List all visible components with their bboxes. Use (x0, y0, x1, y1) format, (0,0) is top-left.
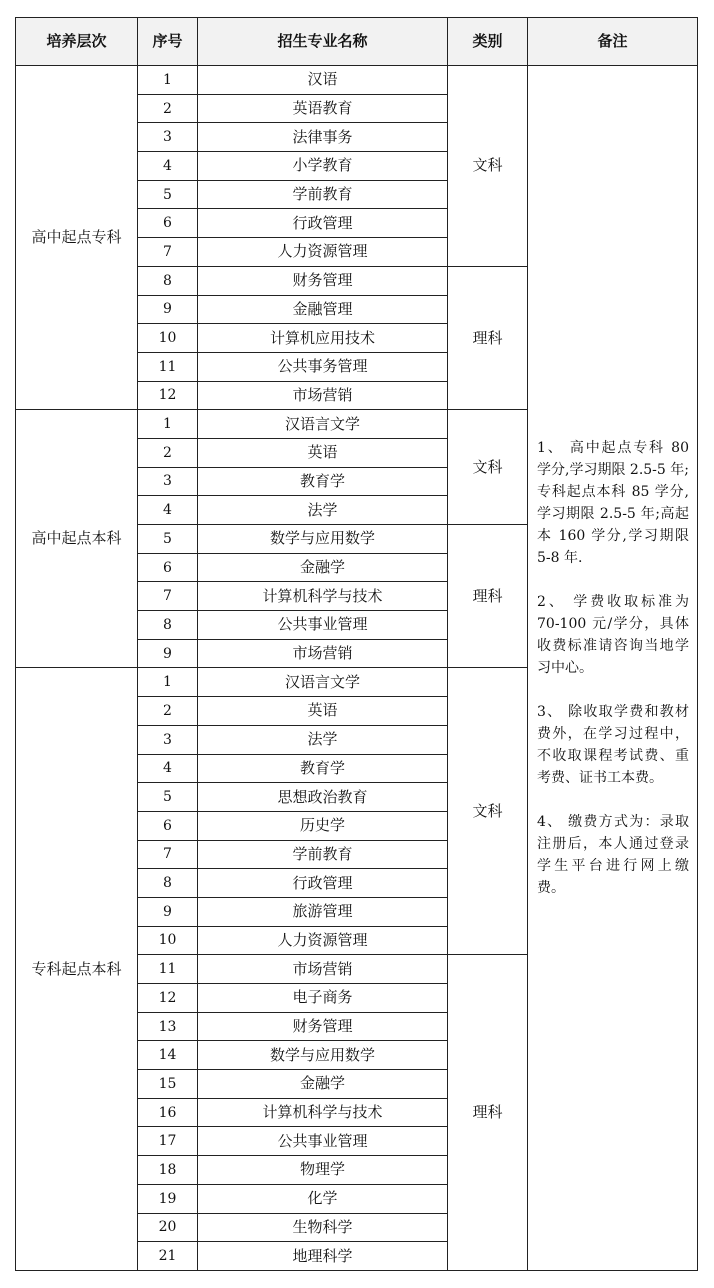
row-number: 7 (138, 582, 198, 611)
row-number: 2 (138, 438, 198, 467)
major-name: 计算机科学与技术 (198, 582, 448, 611)
major-name: 汉语言文学 (198, 668, 448, 697)
row-number: 20 (138, 1213, 198, 1242)
category-cell: 理科 (448, 525, 528, 668)
category-cell: 文科 (448, 66, 528, 267)
major-name: 数学与应用数学 (198, 525, 448, 554)
major-name: 历史学 (198, 811, 448, 840)
row-number: 12 (138, 984, 198, 1013)
row-number: 14 (138, 1041, 198, 1070)
major-name: 计算机科学与技术 (198, 1098, 448, 1127)
row-number: 5 (138, 180, 198, 209)
row-number: 7 (138, 238, 198, 267)
major-name: 化学 (198, 1184, 448, 1213)
header-row (16, 18, 698, 66)
major-name: 金融管理 (198, 295, 448, 324)
notes-cell (528, 66, 698, 1271)
row-number: 8 (138, 611, 198, 640)
major-name: 汉语 (198, 66, 448, 95)
row-number: 19 (138, 1184, 198, 1213)
note-paragraph: 4、 缴费方式为：录取注册后，本人通过登录学生平台进行网上缴费。 (537, 813, 689, 896)
major-name: 教育学 (198, 467, 448, 496)
major-name: 财务管理 (198, 1012, 448, 1041)
level-cell: 专科起点本科 (16, 668, 138, 1270)
major-name: 地理科学 (198, 1242, 448, 1271)
row-number: 17 (138, 1127, 198, 1156)
row-number: 6 (138, 811, 198, 840)
note-paragraph: 3、 除收取学费和教材费外，在学习过程中，不收取课程考试费、重考费、证书工本费。 (537, 703, 689, 786)
row-number: 3 (138, 123, 198, 152)
major-name: 英语教育 (198, 94, 448, 123)
row-number: 21 (138, 1242, 198, 1271)
major-name: 市场营销 (198, 955, 448, 984)
major-name: 法律事务 (198, 123, 448, 152)
row-number: 11 (138, 955, 198, 984)
row-number: 9 (138, 295, 198, 324)
row-number: 7 (138, 840, 198, 869)
major-name: 公共事务管理 (198, 352, 448, 381)
row-number: 1 (138, 410, 198, 439)
note-paragraph: 2、 学费收取标准为 70-100 元/学分，具体收费标准请咨询当地学习中心。 (537, 593, 689, 676)
row-number: 13 (138, 1012, 198, 1041)
major-name: 思想政治教育 (198, 783, 448, 812)
major-name: 行政管理 (198, 869, 448, 898)
major-name: 数学与应用数学 (198, 1041, 448, 1070)
table-body (16, 66, 698, 1271)
row-number: 4 (138, 152, 198, 181)
row-number: 5 (138, 525, 198, 554)
major-name: 汉语言文学 (198, 410, 448, 439)
major-name: 英语 (198, 697, 448, 726)
row-number: 18 (138, 1156, 198, 1185)
row-number: 11 (138, 352, 198, 381)
major-name: 行政管理 (198, 209, 448, 238)
row-number: 9 (138, 897, 198, 926)
major-name: 英语 (198, 438, 448, 467)
enrollment-table (15, 17, 698, 1271)
major-name: 财务管理 (198, 266, 448, 295)
major-name: 计算机应用技术 (198, 324, 448, 353)
major-name: 学前教育 (198, 840, 448, 869)
row-number: 8 (138, 266, 198, 295)
category-cell: 理科 (448, 266, 528, 409)
row-number: 1 (138, 66, 198, 95)
row-number: 8 (138, 869, 198, 898)
major-name: 教育学 (198, 754, 448, 783)
major-name: 旅游管理 (198, 897, 448, 926)
category-cell: 文科 (448, 668, 528, 955)
row-number: 16 (138, 1098, 198, 1127)
header-category: 类别 (448, 18, 528, 66)
row-number: 10 (138, 926, 198, 955)
major-name: 生物科学 (198, 1213, 448, 1242)
major-name: 公共事业管理 (198, 611, 448, 640)
row-number: 10 (138, 324, 198, 353)
category-cell: 文科 (448, 410, 528, 525)
row-number: 1 (138, 668, 198, 697)
major-name: 金融学 (198, 553, 448, 582)
note-paragraph: 1、 高中起点专科 80 学分,学习期限 2.5-5 年;专科起点本科 85 学分,学习期限 2.5-5 年;高起本 160 学分,学习期限 5-8 年. (537, 439, 689, 566)
header-notes: 备注 (528, 18, 698, 66)
row-number: 4 (138, 496, 198, 525)
major-name: 法学 (198, 725, 448, 754)
level-cell: 高中起点专科 (16, 66, 138, 410)
header-level: 培养层次 (16, 18, 138, 66)
row-number: 3 (138, 725, 198, 754)
row-number: 6 (138, 209, 198, 238)
major-name: 小学教育 (198, 152, 448, 181)
header-major: 招生专业名称 (198, 18, 448, 66)
row-number: 4 (138, 754, 198, 783)
major-name: 金融学 (198, 1070, 448, 1099)
row-number: 3 (138, 467, 198, 496)
major-name: 市场营销 (198, 639, 448, 668)
major-name: 法学 (198, 496, 448, 525)
major-name: 公共事业管理 (198, 1127, 448, 1156)
row-number: 12 (138, 381, 198, 410)
row-number: 9 (138, 639, 198, 668)
row-number: 2 (138, 94, 198, 123)
major-name: 学前教育 (198, 180, 448, 209)
table-row (16, 66, 698, 95)
row-number: 15 (138, 1070, 198, 1099)
major-name: 市场营销 (198, 381, 448, 410)
level-cell: 高中起点本科 (16, 410, 138, 668)
major-name: 物理学 (198, 1156, 448, 1185)
row-number: 2 (138, 697, 198, 726)
header-num: 序号 (138, 18, 198, 66)
major-name: 电子商务 (198, 984, 448, 1013)
category-cell: 理科 (448, 955, 528, 1271)
major-name: 人力资源管理 (198, 238, 448, 267)
row-number: 6 (138, 553, 198, 582)
major-name: 人力资源管理 (198, 926, 448, 955)
row-number: 5 (138, 783, 198, 812)
